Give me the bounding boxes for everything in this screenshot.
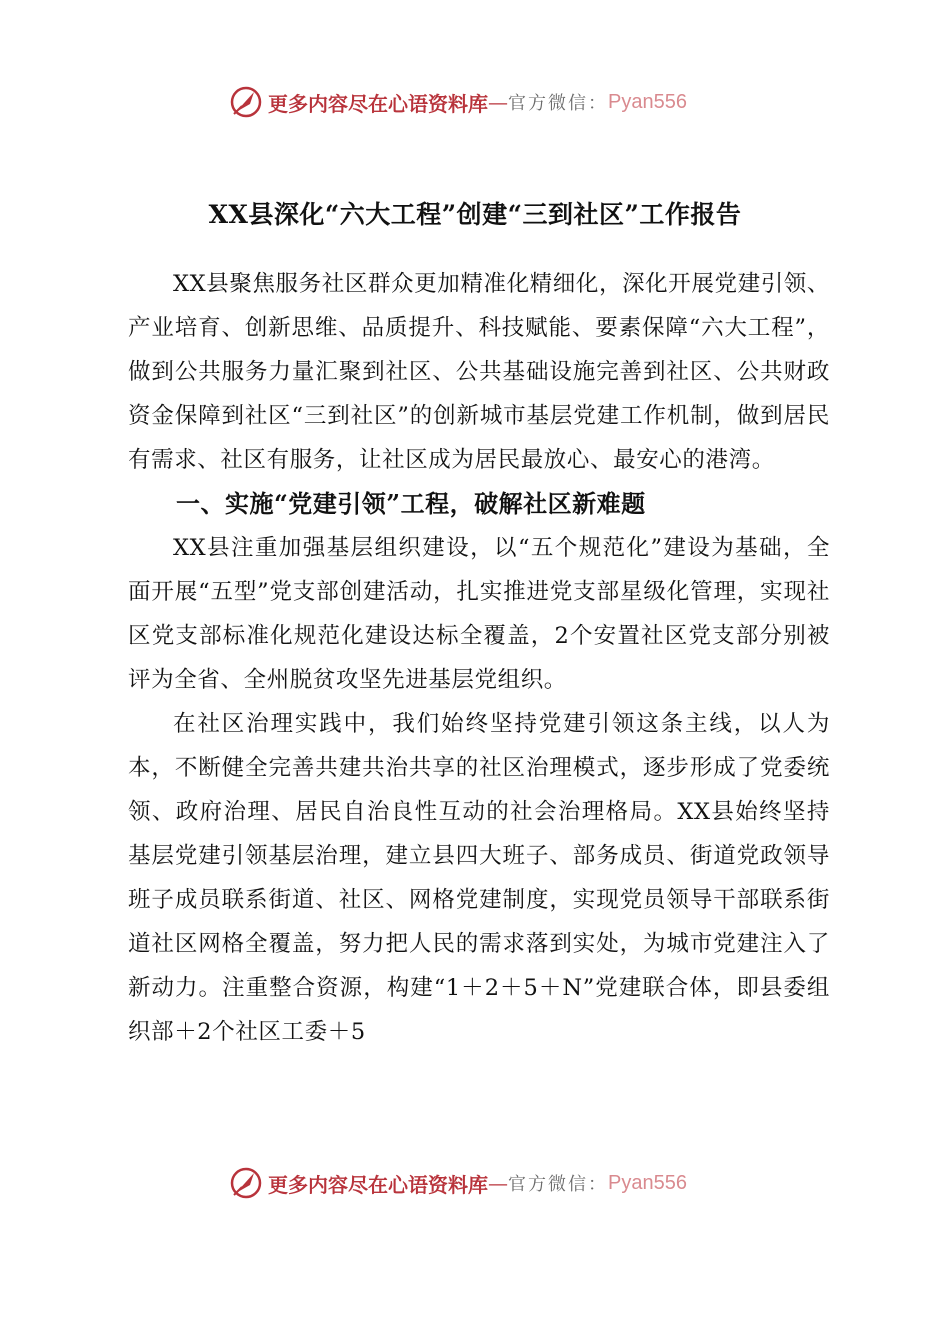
section-paragraph: 在社区治理实践中，我们始终坚持党建引领这条主线，以人为本，不断健全完善共建共治共享的社区治理模式，逐步形成了党委统领、政府治理、居民自治良性互动的社会治理格局。XX县始终坚持基层党建引领基层治理，建立县四大班子、部务成员、街道党政领导班子成员联系街道、社区、网格党建制度，实现党员领导干部联系街道社区网格全覆盖，努力把人民的需求落到实处，为城市党建注入了新动力。注重整合资源，构建“1＋2＋5＋N”党建联合体，即县委组织部＋2个社区工委＋5 xyxy=(128,711,830,1045)
section-paragraph: XX县注重加强基层组织建设，以“五个规范化”建设为基础，全面开展“五型”党支部创建活动，扎实推进党支部星级化管理，实现社区党支部标准化规范化建设达标全覆盖，2个安置社区党支部分别被评为全省、全州脱贫攻坚先进基层党组织。 xyxy=(128,535,830,693)
document-body xyxy=(128,262,830,1054)
quill-logo-icon xyxy=(228,84,264,120)
banner-main-text: 更多内容尽在心语资料库 xyxy=(268,91,488,116)
document-title: XX县深化“六大工程”创建“三到社区”工作报告 xyxy=(208,200,742,229)
intro-paragraph: XX县聚焦服务社区群众更加精准化精细化，深化开展党建引领、产业培育、创新思维、品质提升、科技赋能、要素保障“六大工程”，做到公共服务力量汇聚到社区、公共基础设施完善到社区、公共财政资金保障到社区“三到社区”的创新城市基层党建工作机制，做到居民有需求、社区有服务，让社区成为居民最放心、最安心的港湾。 xyxy=(128,271,830,473)
banner-separator: — xyxy=(488,90,508,114)
banner-wechat-id: Pyan556 xyxy=(608,90,687,113)
banner-main-text: 更多内容尽在心语资料库 xyxy=(268,1172,488,1197)
banner-wechat-id: Pyan556 xyxy=(608,1171,687,1194)
banner-wechat-label: 官方微信： xyxy=(508,1174,608,1195)
quill-logo-icon xyxy=(228,1165,264,1201)
section-heading: 一、实施“党建引领”工程，破解社区新难题 xyxy=(176,489,646,518)
header-banner xyxy=(228,82,687,122)
banner-separator: — xyxy=(488,1171,508,1195)
footer-banner xyxy=(228,1163,687,1203)
banner-wechat-label: 官方微信： xyxy=(508,93,608,114)
